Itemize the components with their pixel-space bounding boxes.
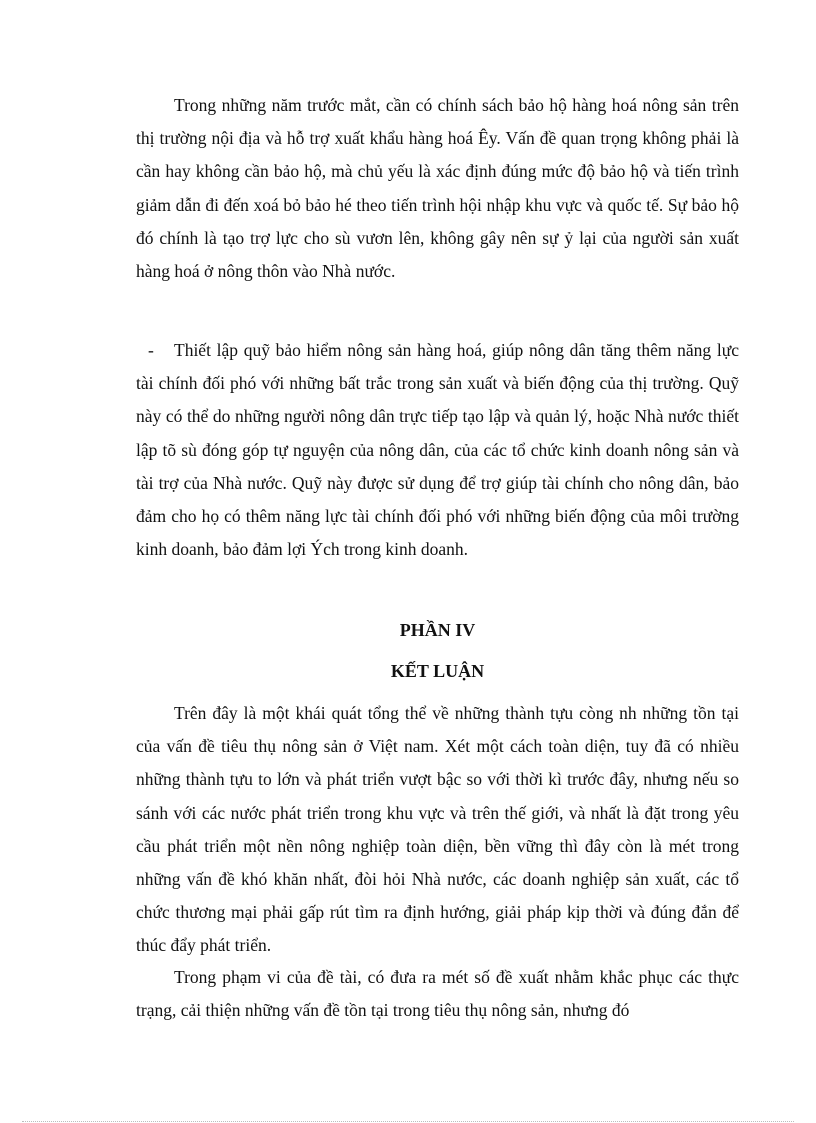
paragraph-protection-policy: Trong những năm trước mắt, cần có chính sách bảo hộ hàng hoá nông sản trên thị trường nội địa và hỗ trợ xuất khẩu hàng hoá Êy. Vấn đề quan trọng không phải là cần hay không cần bảo hộ, mà chủ yếu là xác định đúng mức độ bảo hộ và tiến trình giảm dẫn đi đến xoá bỏ bảo hé theo tiến trình hội nhập khu vực và quốc tế. Sự bảo hộ đó chính là tạo trợ lực cho sù vươn lên, không gây nên sự ỷ lại của người sản xuất hàng hoá ở nông thôn vào Nhà nước.	[136, 95, 739, 282]
bullet-dash: -	[148, 340, 154, 360]
section-title: KẾT LUẬN	[390, 661, 485, 681]
section-label: PHẦN IV	[399, 620, 476, 640]
paragraph-scope: Trong phạm vi của đề tài, có đưa ra mét số đề xuất nhằm khắc phục các thực trạng, cải thiện những vấn đề tồn tại trong tiêu thụ nông sản, nhưng đó	[136, 967, 739, 1021]
page-bottom-divider	[22, 1121, 794, 1122]
paragraph-insurance-fund: Thiết lập quỹ bảo hiểm nông sản hàng hoá, giúp nông dân tăng thêm năng lực tài chính đối phó với những bất trắc trong sản xuất và biến động của thị trường. Quỹ này có thể do những người nông dân trực tiếp tạo lập và quản lý, hoặc Nhà nước thiết lập tõ sù đóng góp tự nguyện của nông dân, của các tổ chức kinh doanh nông sản và tài trợ của Nhà nước. Quỹ này được sử dụng để trợ giúp tài chính cho nông dân, bảo đảm cho họ có thêm năng lực tài chính đối phó với những biến động của môi trường kinh doanh, bảo đảm lợi Ých trong kinh doanh.	[136, 340, 739, 560]
paragraph-conclusion: Trên đây là một khái quát tổng thể về những thành tựu còng nh những tồn tại của vấn đề tiêu thụ nông sản ở Việt nam. Xét một cách toàn diện, tuy đã có nhiều những thành tựu to lớn và phát triển vượt bậc so với thời kì trước đây, nhưng nếu so sánh với các nước phát triển trong khu vực và trên thế giới, và nhất là đặt trong yêu cầu phát triển một nền nông nghiệp toàn diện, bền vững thì đây còn là mét trong những vấn đề khó khăn nhất, đòi hỏi Nhà nước, các doanh nghiệp sản xuất, các tổ chức thương mại phải gấp rút tìm ra định hướng, giải pháp kịp thời và đúng đắn để thúc đẩy phát triển.	[136, 703, 739, 956]
